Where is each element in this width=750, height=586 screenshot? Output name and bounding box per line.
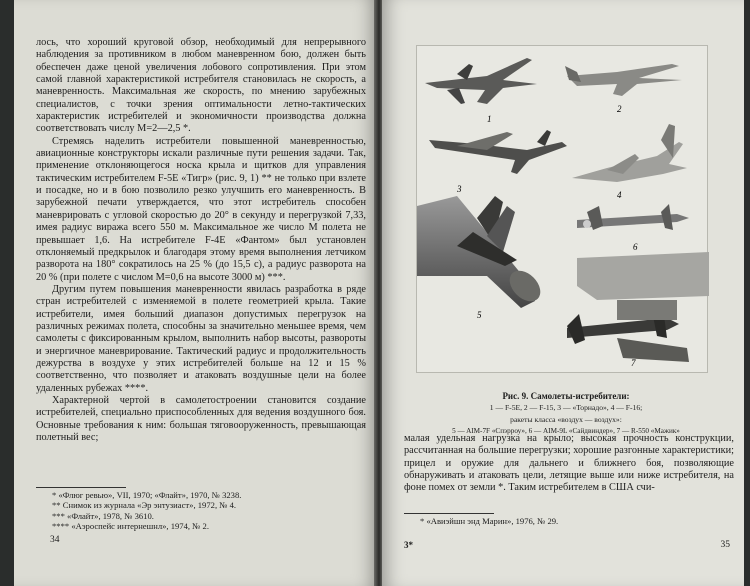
left-paragraph: Характерной чертой в самолетостроении становится создание истребителей, специально приспособленных для ведения воздушного боя. Основные требования к ним: большая тяговооруженность, превышающая полетный вес; [36, 394, 366, 443]
footnote: ** Снимок из журнала «Эр энтузиаст», 1972, № 4. [52, 500, 237, 511]
left-paragraph: Другим путем повышения маневренности явилась разработка в ряде стран истребителей с изменяемой в полете геометрией крыла. Такие истребители, имея больший диапазон допустимых перегрузок на различных режимах полета, способны за значительно меньшее время, чем самолеты с фиксированным крылом, выполнить набор высоты, развороты и энергичное маневрирование. Тактический радиус и продолжительность дежурства в воздухе у этих истребителей больше на 12 и 15 % соответственно, что позволяет и атаковать воздушные цели на более удаленных рубежах ****. [36, 283, 366, 394]
right-footnote: * «Авиэйшн энд Марин», 1976, № 29. [420, 516, 559, 526]
left-body-text [36, 37, 366, 444]
left-page [14, 0, 376, 586]
aircraft-illustration [417, 46, 709, 374]
footnote: *** «Флайт», 1978, № 3610. [52, 510, 154, 521]
signature-mark: 3* [404, 540, 413, 550]
figure-caption [396, 390, 736, 437]
caption-line: 1 — F-5E, 2 — F-15, 3 — «Торнадо», 4 — F-16; [489, 403, 643, 412]
aircraft-figure [416, 45, 708, 373]
left-paragraph: Стремясь наделить истребители повышенной маневренностью, авиационные конструкторы искали различные пути решения задачи. Так, применение отклоняющегося носка крыла и щитков для управления тактическим истребителем F-5E «Тигр» (рис. 9, 1) ** не только при взлете и посадке, но и в бою позволило резко улучшить его маневренность. В зарубежной печати утверждается, что этот истребитель способен маневрировать с угловой скоростью до 20° в секунду и перегрузкой 7,33, имея радиус виража всего 550 м. Максимальное же число М полета не превышает 1,6. На истребителе F-4E «Фантом» был установлен отклоняемый предкрылок и благодаря этому время выполнения летчиком разворота на 180° сократилось на 25 % (до 15,5 с), а радиус разворота на 20 % (при полете с числом М=0,6 на высоте 3000 м) ***. [36, 135, 366, 283]
caption-title: Рис. 9. Самолеты-истребители: [502, 391, 630, 401]
figure-label: 2 [617, 104, 622, 114]
figure-label: 5 [477, 310, 482, 320]
aircraft-f16 [572, 124, 687, 182]
left-paragraph: лось, что хороший круговой обзор, необходимый для непрерывного наблюдения за противником в любом маневренном бою, должен быть обеспечен даже ценой увеличения лобового сопротивления. При этом самой главной характеристикой истребителя становилась не скорость, а маневренность. Максимальная же скорость, по мнению зарубежных специалистов, с точки зрения оптимальности летно-тактических характеристик истребителей и экономичности производства должна соответствовать числу М=2—2,5 *. [36, 37, 366, 135]
aircraft-f5e [425, 58, 537, 104]
footnote-divider [404, 513, 494, 514]
right-page-number: 35 [720, 540, 730, 550]
right-paragraph: малая удельная нагрузка на крыло; высокая прочность конструкции, рассчитанная на большие перегрузки; хорошие разгонные характеристики; прицел и оружие для дальнего и ближнего боя, позволяющие обнаруживать и атаковать цели, летящие выше или ниже истребителя, на фоне помех от земли *. Таким истребителем в США счи- [404, 433, 734, 494]
figure-label: 1 [487, 114, 492, 124]
figure-label: 6 [633, 242, 638, 252]
aircraft-f15 [565, 64, 682, 96]
caption-line: ракеты класса «воздух — воздух»: [510, 415, 622, 424]
figure-label: 7 [631, 358, 636, 368]
aircraft-tornado [429, 130, 567, 174]
caption-line: 5 — AIM-7F «Спэрроу», 6 — AIM-9L «Сайдвиндер», 7 — R-550 «Мажик» [452, 427, 680, 435]
figure-label: 4 [617, 190, 622, 200]
missile-sparrow [417, 196, 546, 308]
right-body-text [404, 433, 734, 495]
left-footnotes [52, 490, 362, 532]
right-page [382, 0, 744, 586]
footnote: * «Флюг ревью», VII, 1970; «Флайт», 1970, № 3238. [52, 490, 242, 500]
left-page-number: 34 [50, 535, 60, 545]
figure-label: 3 [457, 184, 462, 194]
missile-magic [567, 252, 709, 362]
missile-sidewinder [577, 204, 689, 230]
footnote-divider [36, 487, 126, 488]
footnote: **** «Аэроспейс интернешнл», 1974, № 2. [52, 521, 209, 532]
